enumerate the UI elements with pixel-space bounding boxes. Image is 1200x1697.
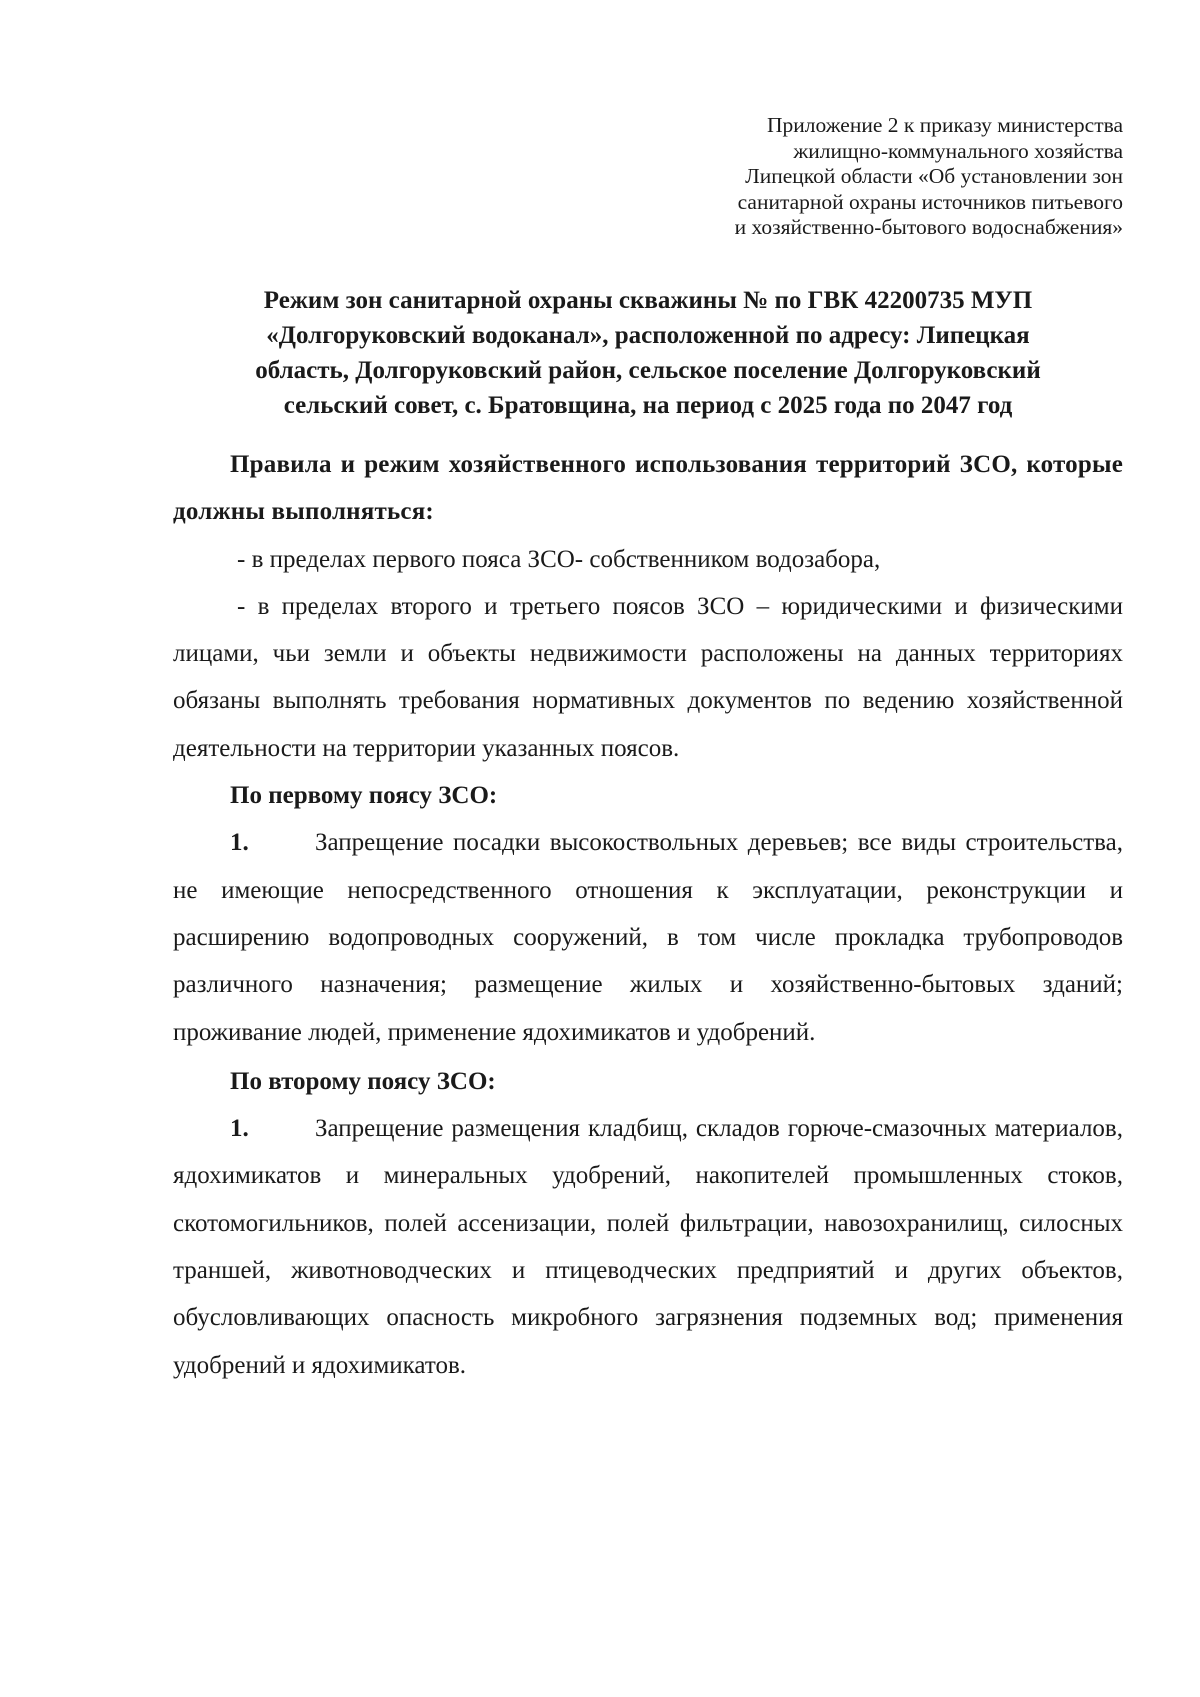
zone1-item-text: Запрещение посадки высокоствольных деревьев; все виды строительства, не имеющие непосредственного отношения к эксплуатации, реконструкции и расширению водопроводных сооружений, в том числе прокладка трубопроводов различного назначения; размещение жилых и хозяйственно-бытовых зданий; проживание людей, применение ядохимикатов и удобрений.	[173, 829, 1123, 1046]
document-body	[173, 441, 1123, 1389]
appendix-line: санитарной охраны источников питьевого	[737, 189, 1123, 214]
zone1-item	[173, 819, 1123, 1055]
title-line: «Долгоруковский водоканал», расположенной по адресу: Липецкая	[266, 322, 1030, 349]
zone2-item-text: Запрещение размещения кладбищ, складов горюче-смазочных материалов, ядохимикатов и минеральных удобрений, накопителей промышленных стоков, скотомогильников, полей ассенизации, полей фильтрации, навозохранилищ, силосных траншей, животноводческих и птицеводческих предприятий и других объектов, обусловливающих опасность микробного загрязнения подземных вод; применения удобрений и ядохимикатов.	[173, 1115, 1123, 1379]
appendix-line: Приложение 2 к приказу министерства	[766, 113, 1123, 137]
appendix-line: Липецкой области «Об установлении зон	[745, 164, 1123, 188]
zone1-heading: По первому поясу ЗСО:	[230, 782, 498, 810]
title-line: область, Долгоруковский район, сельское поселение Долгоруковский	[255, 357, 1041, 384]
appendix-line: и хозяйственно-бытового водоснабжения»	[734, 215, 1123, 239]
title-line: Режим зон санитарной охраны скважины № по ГВК 42200735 МУП	[263, 287, 1033, 314]
title-line: сельский совет, с. Братовщина, на период с 2025 года по 2047 год	[283, 392, 1013, 419]
rule-point-second-third-zones: - в пределах второго и третьего поясов ЗСО – юридическими и физическими лицами, чьи земли и объекты недвижимости расположены на данных территориях обязаны выполнять требования нормативных документов по ведению хозяйственной деятельности на территории указанных поясов.	[173, 592, 1123, 762]
appendix-line: жилищно-коммунального хозяйства	[793, 138, 1123, 163]
zone2-item-number: 1.	[230, 1115, 249, 1143]
rules-heading: Правила и режим хозяйственного использования территорий ЗСО, которые должны выполняться:	[173, 451, 1123, 526]
zone2-item	[173, 1105, 1123, 1389]
zone1-item-number: 1.	[230, 829, 249, 857]
document-title	[173, 283, 1123, 423]
rule-point-first-zone: - в пределах первого пояса ЗСО- собственником водозабора,	[237, 545, 881, 573]
appendix-header	[560, 113, 1123, 241]
zone2-heading: По второму поясу ЗСО:	[230, 1067, 496, 1095]
